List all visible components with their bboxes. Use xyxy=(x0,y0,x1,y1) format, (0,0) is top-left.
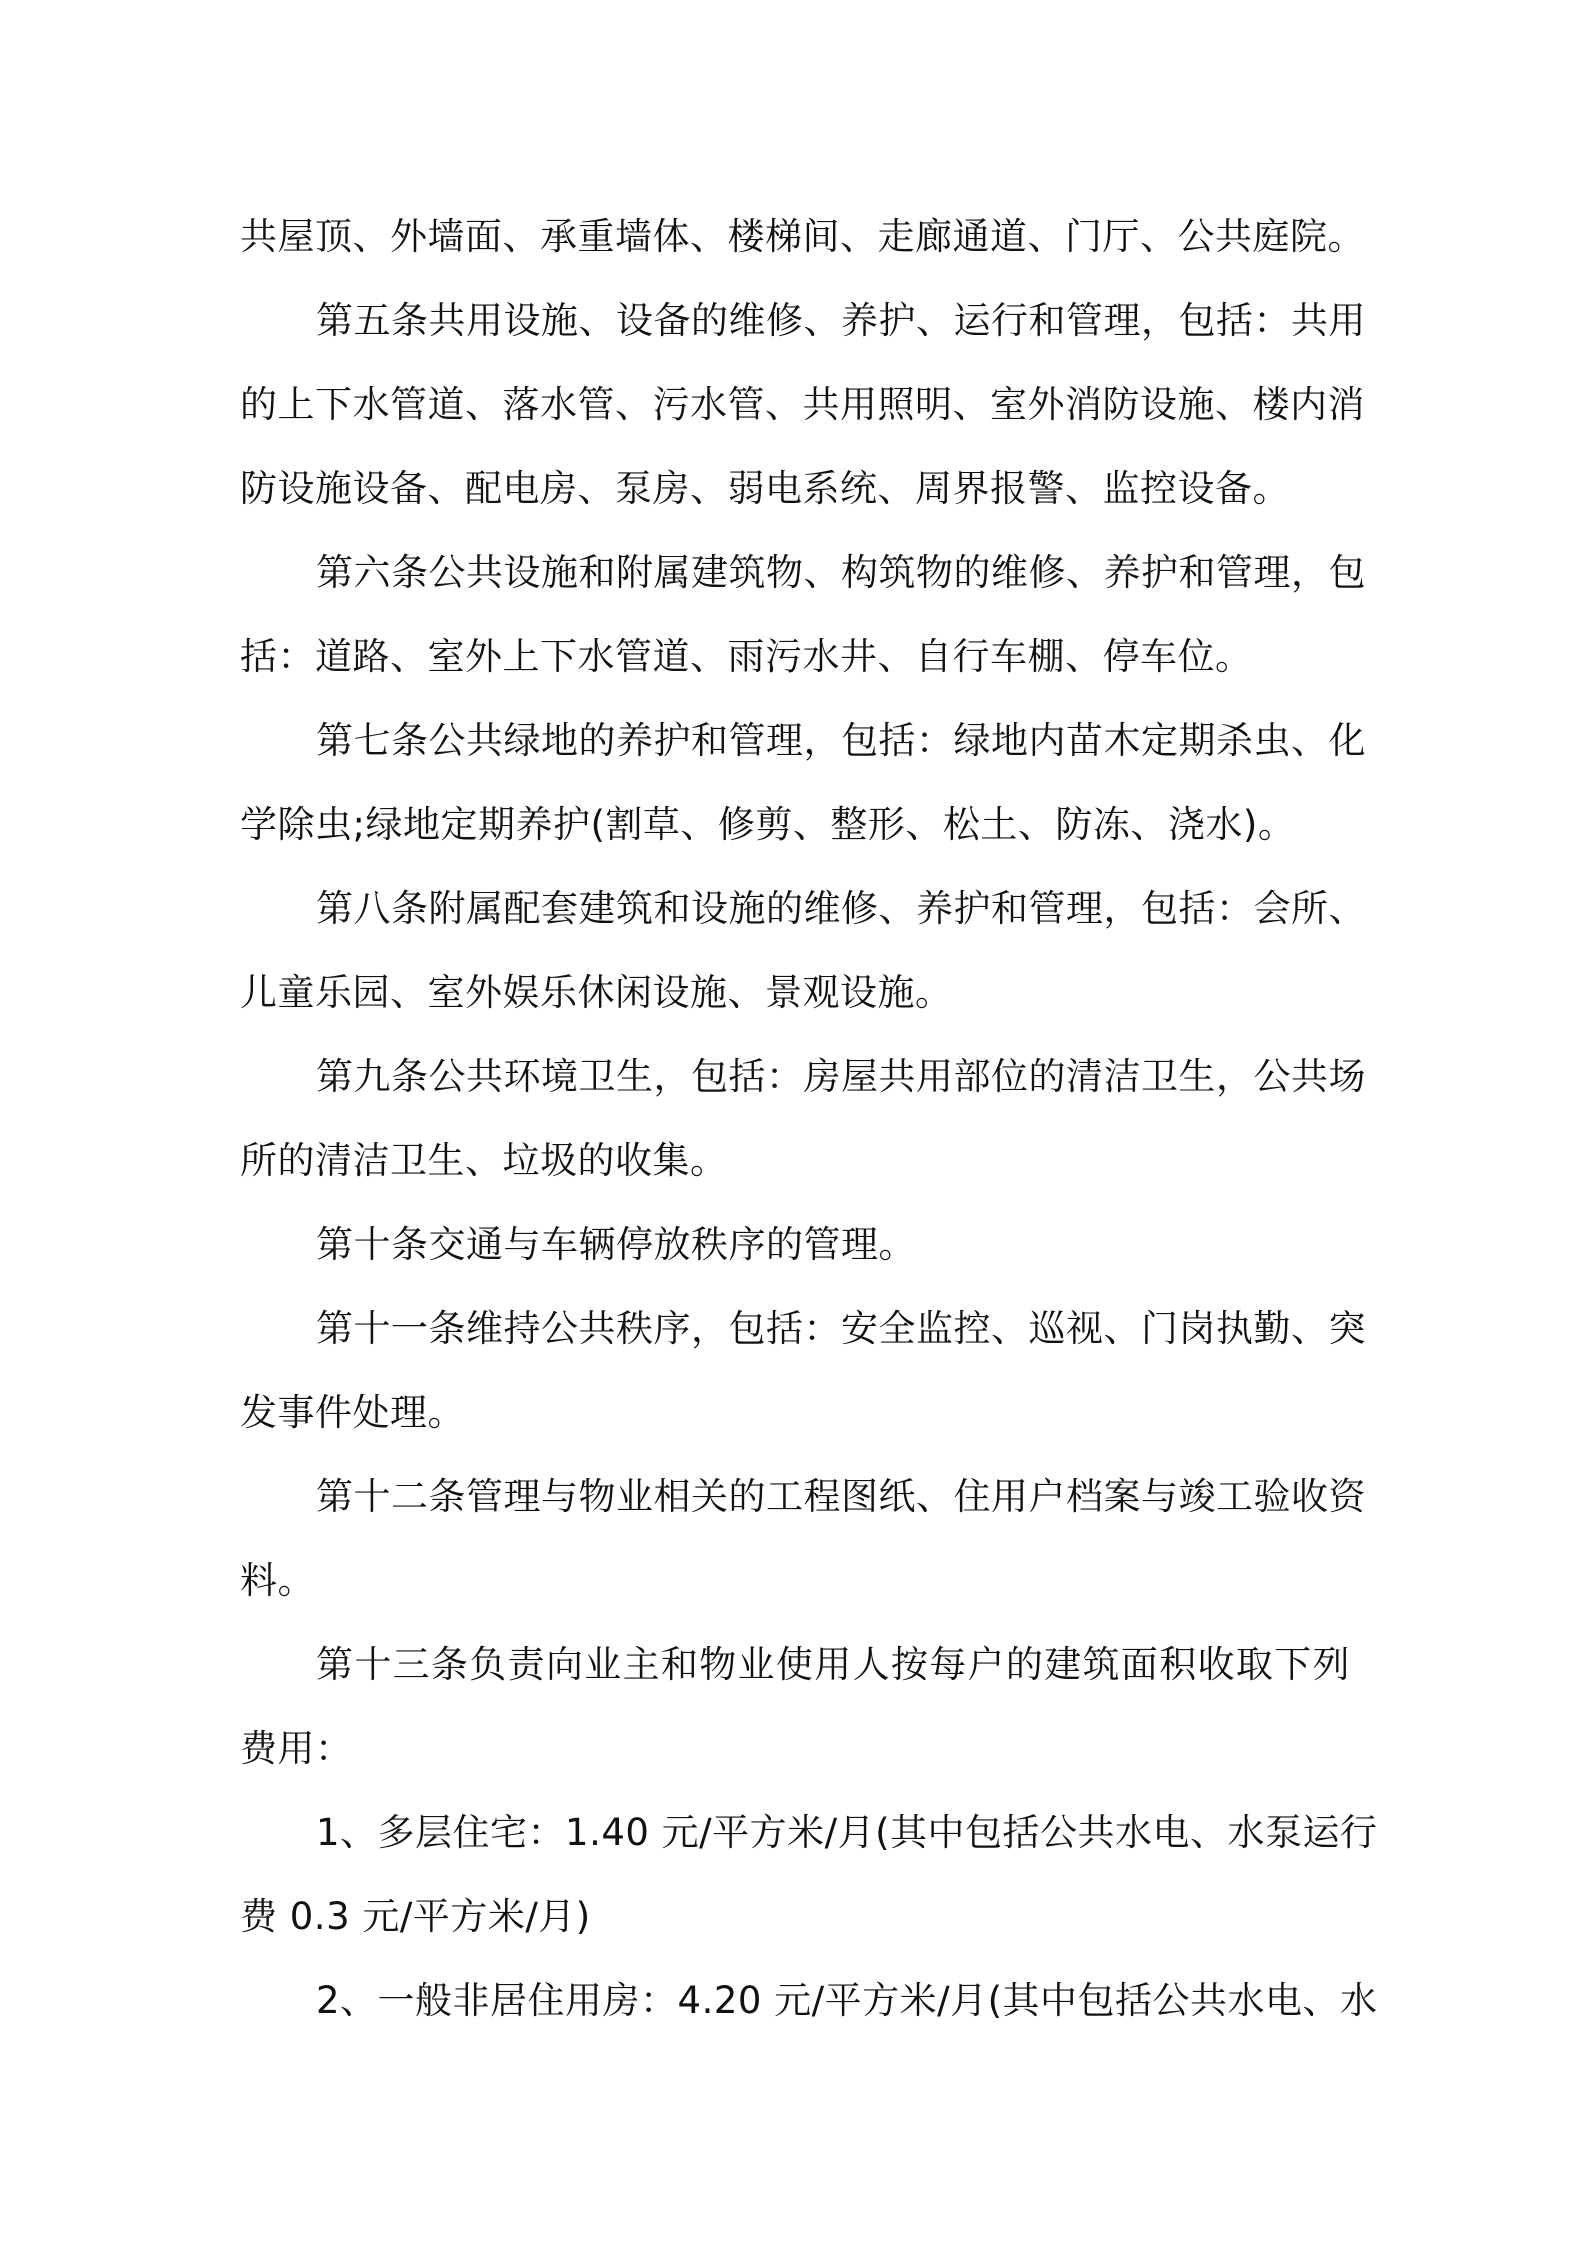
text-line: 第九条公共环境卫生，包括：房屋共用部位的清洁卫生，公共场 xyxy=(316,1055,1366,1098)
text-line: 所的清洁卫生、垃圾的收集。 xyxy=(240,1139,728,1182)
document-body xyxy=(240,195,1378,2043)
text-line: 第七条公共绿地的养护和管理，包括：绿地内苗木定期杀虫、化 xyxy=(316,719,1366,762)
text-line: 共屋顶、外墙面、承重墙体、楼梯间、走廊通道、门厅、公共庭院。 xyxy=(240,215,1365,258)
text-line: 儿童乐园、室外娱乐休闲设施、景观设施。 xyxy=(240,971,953,1014)
text-line: 第十一条维持公共秩序，包括：安全监控、巡视、门岗执勤、突 xyxy=(316,1307,1366,1350)
text-line: 防设施设备、配电房、泵房、弱电系统、周界报警、监控设备。 xyxy=(240,467,1290,510)
text-line: 2、一般非居住用房：4.20 元/平方米/月(其中包括公共水电、水 xyxy=(316,1979,1378,2022)
text-line: 1、多层住宅：1.40 元/平方米/月(其中包括公共水电、水泵运行 xyxy=(316,1811,1378,1854)
text-line: 第十二条管理与物业相关的工程图纸、住用户档案与竣工验收资 xyxy=(316,1475,1366,1518)
text-line: 费用： xyxy=(240,1727,353,1770)
text-line: 发事件处理。 xyxy=(240,1391,465,1434)
text-line: 学除虫;绿地定期养护(割草、修剪、整形、松土、防冻、浇水)。 xyxy=(240,803,1296,846)
text-line: 第十三条负责向业主和物业使用人按每户的建筑面积收取下列 xyxy=(316,1643,1350,1686)
text-line: 第六条公共设施和附属建筑物、构筑物的维修、养护和管理，包 xyxy=(316,551,1366,594)
text-line: 括：道路、室外上下水管道、雨污水井、自行车棚、停车位。 xyxy=(240,635,1253,678)
text-line: 费 0.3 元/平方米/月) xyxy=(240,1895,591,1938)
text-line: 第十条交通与车辆停放秩序的管理。 xyxy=(316,1223,916,1266)
text-line: 的上下水管道、落水管、污水管、共用照明、室外消防设施、楼内消 xyxy=(240,383,1365,426)
text-line: 料。 xyxy=(240,1559,315,1602)
text-line: 第五条共用设施、设备的维修、养护、运行和管理，包括：共用 xyxy=(316,299,1366,342)
text-line: 第八条附属配套建筑和设施的维修、养护和管理，包括：会所、 xyxy=(316,887,1366,930)
